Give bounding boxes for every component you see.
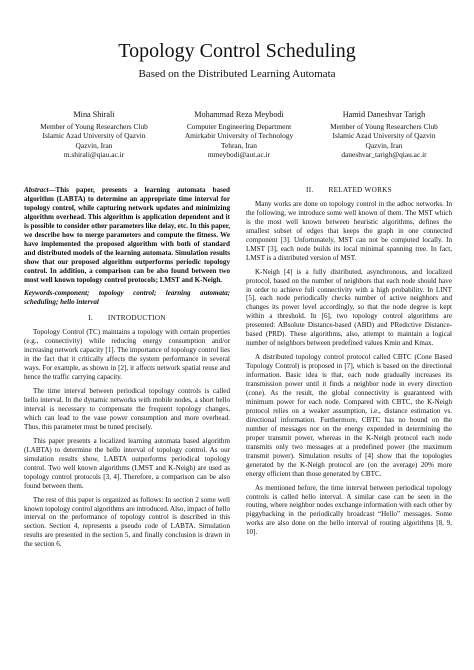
author-affiliation: Member of Young Researchers Club — [330, 121, 438, 131]
paper-subtitle: Based on the Distributed Learning Automata — [138, 68, 336, 80]
right-column — [246, 186, 452, 542]
intro-paragraph: This paper presents a localized learning automata based algorithm (LABTA) to determine the hello interval of topology control. As our simulation results show, LABTA outperforms periodical topology control. Two well known algorithms (LMST and K-Neigh) are used as topology control protocols [3, 4]. Therefore, a comparison can be also found between them. — [24, 436, 230, 490]
author-email: m.shirali@qiau.ac.ir — [63, 150, 125, 160]
author-2 — [169, 110, 309, 160]
related-paragraph: As mentioned before, the time interval between periodical topology controls is called hello interval. A similar case can be seen in the routing, where neighbor nodes exchange information with each other by piggybacking in the periodically broadcast “Hello” messages. Some works are also done on the hello interval of routing algorithms [8, 9, 10]. — [246, 483, 452, 537]
paper-title: Topology Control Scheduling — [118, 40, 356, 62]
related-paragraph: K-Neigh [4] is a fully distributed, asynchronous, and localized protocol, based on the number of neighbors that each node should have in order to achieve full connectivity with a high probability. In LINT [5], each node periodically checks number of active neighbors and changes its power level accordingly, so that the node degree is kept within a threshold. In [6], two topology control algorithms are presented: ABsolute Distance-based (ABD) and PRedictive Distance-based (PRD). These algorithms, also, attempt to maintain a logical number of neighbors between predefined values Kmin and Kmax. — [246, 267, 452, 348]
author-name: Mina Shirali — [73, 110, 115, 119]
author-name: Hamid Daneshvar Tarigh — [342, 110, 426, 119]
author-institution: Amirkabir University of Technology — [184, 131, 294, 141]
author-affiliation: Member of Young Researchers Club — [40, 121, 148, 131]
author-1 — [24, 110, 164, 160]
author-institution: Islamic Azad University of Qazvin — [42, 131, 146, 141]
author-affiliation: Computer Engineering Department — [186, 121, 292, 131]
section-heading-related-works: II. RELATED WORKS — [306, 186, 392, 194]
author-3 — [314, 110, 454, 160]
related-paragraph: A distributed topology control protocol called CBTC (Cone Based Topology Control) is proposed in [7], which is based on the directional information. Basic idea is that, each node gradually increases its transmission power until it finds a neighbor node in every direction (cone). As the result, the global connectivity is guaranteed with minimum power for each node. Compared with CBTC, the K-Neigh protocol relies on a weaker assumption, i.e., distance estimation vs. directional information. Furthermore, CBTC has no bound on the number of messages nor on the energy expended in determining the proper transmit power, whereas in the K-Neigh protocol each node transmits only two messages at a predefined power (the maximum transmit power). Simulation results of [4] show that the topologies generated by the K-Neigh protocol are (on the average) 20% more energy efficient than those generated by CBTC. — [246, 353, 452, 478]
author-location: Qazvin, Iran — [365, 140, 403, 150]
author-institution: Islamic Azad University of Qazvin — [332, 131, 436, 141]
author-email: mmeybodi@aut.ac.ir — [207, 150, 271, 160]
related-paragraph: Many works are done on topology control in the adhoc networks. In the following, we introduce some well known of them. The MST which is the most well known between heuristic algorithms, defines the smallest subset of edges that keeps the graph in one connected component [3]. Unfortunately, MST can not be computed locally. In LMST [3], each node builds its local minimal spanning tree. In fact, LMST is a distributed version of MST. — [246, 199, 452, 262]
intro-paragraph: The time interval between periodical topology controls is called hello interval. In the dynamic networks with mobile nodes, a short hello interval is necessary to compensate the frequent topology changes, which can lead to the vase power consumption and more overhead. Thus, this parameter must be tuned precisely. — [24, 387, 230, 431]
abstract — [24, 186, 230, 284]
author-name: Mohammad Reza Meybodi — [194, 110, 284, 119]
abstract-label: Abstract — [24, 186, 49, 194]
author-block — [24, 110, 454, 170]
section-heading-introduction: I. INTRODUCTION — [88, 314, 166, 323]
author-location: Qazvin, Iran — [75, 140, 113, 150]
author-email: daneshvar_tarigh@qiau.ac.ir — [341, 150, 427, 160]
intro-paragraph: The rest of this paper is organized as follows: In section 2 some well known topology control algorithms are introduced. Also, impact of hello interval on the performance of topology control is described in this section. Section 4, represents a pseudo code of LABTA. Simulation results are presented in the section 5, and finally conclusion is drawn in the section 6. — [24, 495, 230, 549]
intro-paragraph: Topology Control (TC) maintains a topology with certain properties (e.g., connectivity) while reducing energy consumption and/or increasing network capacity [1]. The importance of topology control lies in the fact that it critically affects the system performance in several ways. For example, as shown in [2], it affects network spatial reuse and hence the traffic carrying capacity. — [24, 328, 230, 382]
abstract-text: —This paper, presents a learning automata based algorithm (LABTA) to determine an appropriate time interval for topology control, while capturing network updates and minimizing algorithm overhead. This algorithm is application dependent and it is possible to consider other parameters like delay, etc. In this paper, we describe how to merge parameters and compute the fitness. We have implemented the proposed algorithm with both of standard and distributed models of the learning automata. Simulation results show that our proposed algorithm outperforms periodic topology control. In addition, a comparison can be also found between two most well known topology control protocols; LMST and K-Neigh. — [24, 186, 230, 284]
left-column — [24, 186, 230, 554]
keywords: Keywords-component; topology control; learning automata; scheduling; hello interval — [24, 289, 230, 307]
author-location: Tehran, Iran — [220, 140, 257, 150]
